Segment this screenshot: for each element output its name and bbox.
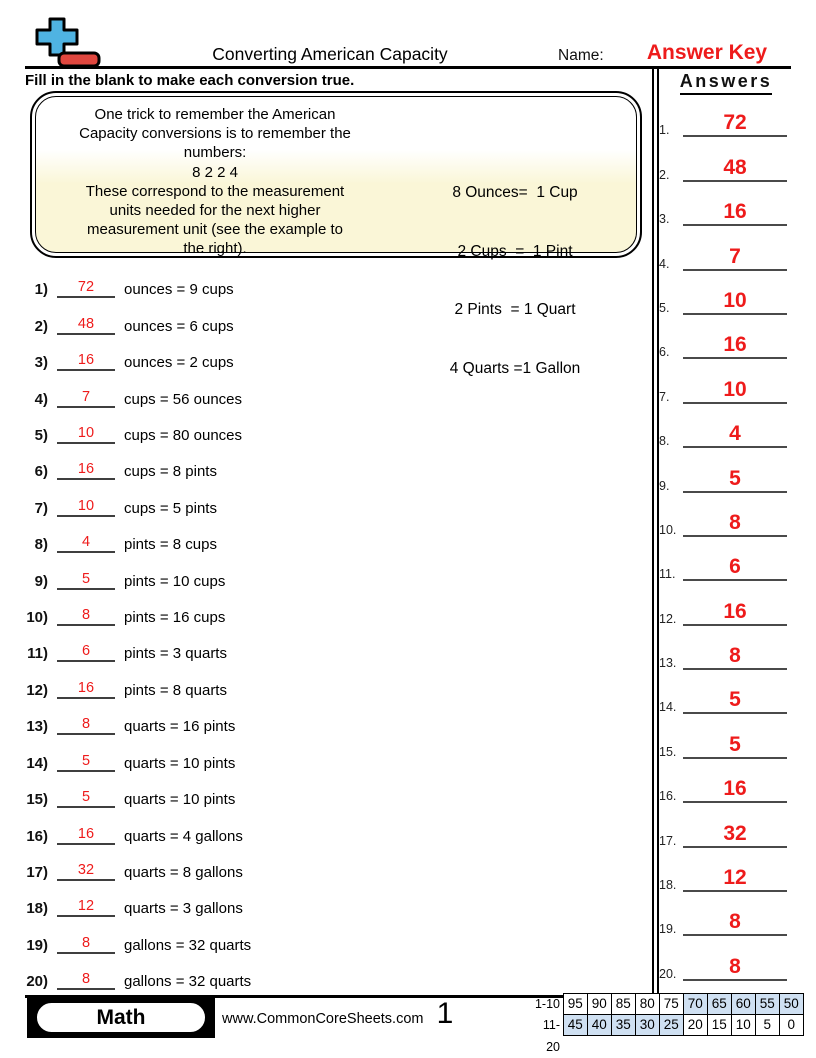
question-text: cups = 80 ounces bbox=[124, 427, 243, 445]
score-cell: 75 bbox=[659, 993, 685, 1015]
question-text: cups = 8 pints bbox=[124, 463, 217, 481]
answer-item-value: 5 bbox=[683, 733, 787, 759]
answer-item-number: 4. bbox=[659, 256, 670, 271]
question-text: cups = 5 pints bbox=[124, 499, 217, 517]
question-text: ounces = 9 cups bbox=[124, 281, 234, 299]
question-answer-blank: 5 bbox=[57, 789, 115, 808]
answer-item bbox=[657, 892, 789, 936]
answer-item-number: 9. bbox=[659, 478, 670, 493]
question-row bbox=[10, 480, 640, 516]
hint-line: units needed for the next higher bbox=[109, 202, 321, 220]
question-answer-blank: 7 bbox=[57, 389, 115, 408]
score-table-row bbox=[530, 993, 804, 1015]
score-cell: 25 bbox=[659, 1014, 685, 1036]
question-text: cups = 56 ounces bbox=[124, 390, 243, 408]
question-row bbox=[10, 444, 640, 480]
score-table-row bbox=[530, 1014, 804, 1054]
question-row bbox=[10, 772, 640, 808]
answer-item bbox=[657, 670, 789, 714]
answer-item-number: 16. bbox=[659, 789, 677, 804]
answer-item bbox=[657, 137, 789, 181]
subject-label: Math bbox=[35, 1001, 207, 1034]
question-answer-blank: 12 bbox=[57, 898, 115, 917]
question-row bbox=[10, 808, 640, 844]
answer-item-number: 2. bbox=[659, 167, 670, 182]
question-number: 12) bbox=[26, 681, 48, 699]
answer-item bbox=[657, 315, 789, 359]
answers-list bbox=[657, 93, 789, 981]
answer-item-number: 17. bbox=[659, 833, 677, 848]
answer-item-value: 8 bbox=[683, 511, 787, 537]
question-number: 20) bbox=[26, 973, 48, 991]
question-number: 13) bbox=[26, 718, 48, 736]
question-answer-blank: 5 bbox=[57, 753, 115, 772]
answer-item-number: 1. bbox=[659, 123, 670, 138]
conversion-line: 2 Cups = 1 Pint bbox=[457, 242, 573, 260]
answer-item bbox=[657, 626, 789, 670]
score-row-label: 11-20 bbox=[542, 1018, 560, 1054]
hint-line: One trick to remember the American bbox=[94, 106, 336, 123]
answer-item-number: 7. bbox=[659, 389, 670, 404]
answer-item-number: 6. bbox=[659, 345, 670, 360]
instructions-text: Fill in the blank to make each conversion true. bbox=[25, 72, 355, 89]
score-cell: 10 bbox=[731, 1014, 757, 1036]
name-label: Name: bbox=[558, 47, 604, 64]
answer-item bbox=[657, 226, 789, 270]
answer-item-value: 16 bbox=[683, 200, 787, 226]
score-cell: 70 bbox=[683, 993, 709, 1015]
question-answer-blank: 10 bbox=[57, 498, 115, 517]
page-title: Converting American Capacity bbox=[212, 44, 448, 64]
conversion-line: 8 Ounces= 1 Cup bbox=[452, 184, 578, 201]
question-row bbox=[10, 553, 640, 589]
answer-item-number: 19. bbox=[659, 922, 677, 937]
answer-item bbox=[657, 803, 789, 847]
answer-item-value: 12 bbox=[683, 866, 787, 892]
question-number: 16) bbox=[26, 827, 48, 845]
question-answer-blank: 10 bbox=[57, 425, 115, 444]
score-cell: 45 bbox=[563, 1014, 589, 1036]
hint-line: measurement unit (see the example to bbox=[87, 221, 343, 239]
score-cell: 40 bbox=[587, 1014, 613, 1036]
answer-item-value: 48 bbox=[683, 156, 787, 182]
answer-item bbox=[657, 848, 789, 892]
score-table bbox=[530, 993, 804, 1054]
score-cell: 60 bbox=[731, 993, 757, 1015]
answer-item-value: 16 bbox=[683, 333, 787, 359]
answer-item bbox=[657, 759, 789, 803]
score-cell: 80 bbox=[635, 993, 661, 1015]
answer-item-number: 14. bbox=[659, 700, 677, 715]
question-text: ounces = 2 cups bbox=[124, 354, 234, 372]
answer-item-value: 16 bbox=[683, 777, 787, 803]
question-row bbox=[10, 917, 640, 953]
score-cell: 20 bbox=[683, 1014, 709, 1036]
question-text: quarts = 3 gallons bbox=[124, 900, 243, 918]
answer-item-number: 8. bbox=[659, 434, 670, 449]
question-row bbox=[10, 517, 640, 553]
question-row bbox=[10, 662, 640, 698]
score-row-label: 1-10 bbox=[534, 997, 560, 1011]
answer-item-value: 7 bbox=[683, 245, 787, 271]
question-number: 5) bbox=[34, 427, 48, 445]
answer-item-number: 15. bbox=[659, 744, 677, 759]
subject-badge bbox=[27, 997, 215, 1038]
question-row bbox=[10, 735, 640, 771]
answer-item-number: 18. bbox=[659, 878, 677, 893]
score-cell: 95 bbox=[563, 993, 589, 1015]
question-number: 8) bbox=[34, 536, 48, 554]
question-row bbox=[10, 335, 640, 371]
answer-item bbox=[657, 936, 789, 980]
question-text: ounces = 6 cups bbox=[124, 317, 234, 335]
question-number: 15) bbox=[26, 791, 48, 809]
score-cell: 65 bbox=[707, 993, 733, 1015]
answers-heading: Answers bbox=[680, 71, 773, 95]
score-cell: 0 bbox=[779, 1014, 805, 1036]
answer-item-value: 5 bbox=[683, 467, 787, 493]
question-text: quarts = 8 gallons bbox=[124, 863, 243, 881]
question-row bbox=[10, 408, 640, 444]
answer-item-number: 13. bbox=[659, 656, 677, 671]
answer-item-number: 5. bbox=[659, 300, 670, 315]
answer-item bbox=[657, 359, 789, 403]
score-cell: 85 bbox=[611, 993, 637, 1015]
page-number: 1 bbox=[436, 997, 454, 1030]
question-row bbox=[10, 590, 640, 626]
question-number: 18) bbox=[26, 900, 48, 918]
question-answer-blank: 8 bbox=[57, 935, 115, 954]
name-value-answer-key: Answer Key bbox=[646, 41, 768, 64]
hint-line: Capacity conversions is to remember the bbox=[79, 125, 351, 143]
answer-item-value: 6 bbox=[683, 555, 787, 581]
question-text: pints = 3 quarts bbox=[124, 645, 227, 663]
question-row bbox=[10, 845, 640, 881]
answer-item-value: 72 bbox=[683, 111, 787, 137]
hint-line: These correspond to the measurement bbox=[85, 182, 345, 200]
answer-item bbox=[657, 93, 789, 137]
question-answer-blank: 32 bbox=[57, 862, 115, 881]
conversion-line: 2 Pints = 1 Quart bbox=[454, 301, 576, 318]
question-answer-blank: 8 bbox=[57, 971, 115, 990]
answer-item-number: 10. bbox=[659, 522, 677, 537]
answer-item bbox=[657, 182, 789, 226]
score-cell: 30 bbox=[635, 1014, 661, 1036]
answer-item-value: 10 bbox=[683, 289, 787, 315]
answer-item-number: 11. bbox=[659, 567, 676, 582]
question-text: pints = 8 quarts bbox=[124, 681, 227, 699]
question-number: 11) bbox=[27, 645, 48, 663]
question-answer-blank: 8 bbox=[57, 716, 115, 735]
score-cell: 55 bbox=[755, 993, 781, 1015]
score-cell: 90 bbox=[587, 993, 613, 1015]
hint-line: the right). bbox=[183, 240, 247, 258]
question-row bbox=[10, 298, 640, 334]
answer-item-value: 8 bbox=[683, 910, 787, 936]
answer-item bbox=[657, 493, 789, 537]
score-cell: 5 bbox=[755, 1014, 781, 1036]
question-row bbox=[10, 699, 640, 735]
answer-item-value: 8 bbox=[683, 644, 787, 670]
question-text: quarts = 10 pints bbox=[124, 791, 236, 809]
question-number: 4) bbox=[34, 390, 48, 408]
answer-item-number: 12. bbox=[659, 611, 677, 626]
conversion-reference bbox=[394, 97, 636, 377]
question-text: pints = 16 cups bbox=[124, 609, 226, 627]
question-text: quarts = 16 pints bbox=[124, 718, 236, 736]
conversion-line: 4 Quarts =1 Gallon bbox=[449, 359, 581, 377]
question-answer-blank: 6 bbox=[57, 643, 115, 662]
question-number: 3) bbox=[34, 354, 48, 372]
score-cell: 50 bbox=[779, 993, 805, 1015]
answer-item-value: 5 bbox=[683, 688, 787, 714]
answer-item bbox=[657, 271, 789, 315]
answer-item-value: 4 bbox=[683, 422, 787, 448]
question-answer-blank: 16 bbox=[57, 461, 115, 480]
question-number: 10) bbox=[26, 609, 48, 627]
question-row bbox=[10, 371, 640, 407]
answer-item bbox=[657, 714, 789, 758]
question-row bbox=[10, 262, 640, 298]
plus-minus-logo-icon bbox=[28, 16, 104, 73]
answer-item-number: 3. bbox=[659, 212, 670, 227]
question-answer-blank: 5 bbox=[57, 571, 115, 590]
question-row bbox=[10, 954, 640, 990]
question-answer-blank: 4 bbox=[57, 534, 115, 553]
question-number: 9) bbox=[34, 572, 48, 590]
question-answer-blank: 48 bbox=[57, 316, 115, 335]
question-answer-blank: 16 bbox=[57, 352, 115, 371]
question-row bbox=[10, 626, 640, 662]
question-row bbox=[10, 881, 640, 917]
question-text: quarts = 4 gallons bbox=[124, 827, 243, 845]
answers-heading-wrap bbox=[662, 71, 790, 95]
hint-line: numbers: bbox=[183, 144, 247, 162]
questions-list bbox=[10, 262, 640, 990]
question-answer-blank: 16 bbox=[57, 826, 115, 845]
question-answer-blank: 16 bbox=[57, 680, 115, 699]
answer-item-number: 20. bbox=[659, 966, 677, 981]
answer-item-value: 8 bbox=[683, 955, 787, 981]
question-number: 6) bbox=[34, 463, 48, 481]
question-text: gallons = 32 quarts bbox=[124, 973, 252, 991]
question-number: 19) bbox=[26, 936, 48, 954]
answer-item bbox=[657, 448, 789, 492]
header-divider bbox=[25, 66, 791, 69]
question-number: 17) bbox=[26, 863, 48, 881]
answer-item bbox=[657, 537, 789, 581]
question-answer-blank: 72 bbox=[57, 279, 115, 298]
hint-text bbox=[36, 97, 394, 258]
question-number: 14) bbox=[26, 754, 48, 772]
answer-item bbox=[657, 581, 789, 625]
answer-item-value: 16 bbox=[683, 600, 787, 626]
question-number: 1) bbox=[34, 281, 48, 299]
website-url: www.CommonCoreSheets.com bbox=[222, 1011, 424, 1027]
answer-item-value: 10 bbox=[683, 378, 787, 404]
question-number: 2) bbox=[34, 317, 48, 335]
hint-line: 8 2 2 4 bbox=[192, 163, 238, 181]
question-text: quarts = 10 pints bbox=[124, 754, 236, 772]
question-text: gallons = 32 quarts bbox=[124, 936, 252, 954]
question-number: 7) bbox=[34, 499, 48, 517]
score-cell: 15 bbox=[707, 1014, 733, 1036]
score-cell: 35 bbox=[611, 1014, 637, 1036]
question-answer-blank: 8 bbox=[57, 607, 115, 626]
question-text: pints = 8 cups bbox=[124, 536, 217, 554]
answer-item bbox=[657, 404, 789, 448]
answer-item-value: 32 bbox=[683, 822, 787, 848]
question-text: pints = 10 cups bbox=[124, 572, 226, 590]
